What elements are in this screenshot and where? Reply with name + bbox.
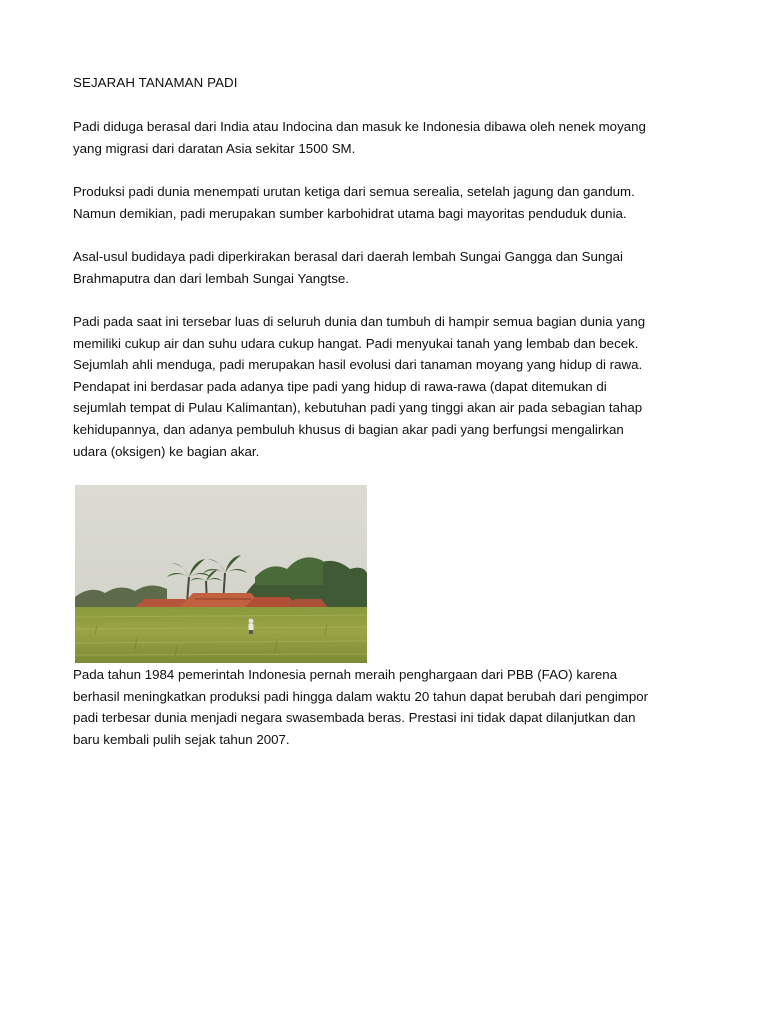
paragraph-line: Asal-usul budidaya padi diperkirakan berasal dari daerah lembah Sungai Gangga dan Sungai xyxy=(73,249,623,264)
paragraph-line: Produksi padi dunia menempati urutan ketiga dari semua serealia, setelah jagung dan gandum. xyxy=(73,184,635,199)
rice-field-photo xyxy=(75,485,367,663)
paragraph-line: memiliki cukup air dan suhu udara cukup hangat. Padi menyukai tanah yang lembab dan becek. xyxy=(73,335,639,351)
paragraph-production xyxy=(73,181,713,224)
paragraph-line: Brahmaputra dan dari lembah Sungai Yangtse. xyxy=(73,270,349,286)
paragraph-line: baru kembali pulih sejak tahun 2007. xyxy=(73,731,290,747)
paragraph-line: Sejumlah ahli menduga, padi merupakan hasil evolusi dari tanaman moyang yang hidup di rawa. xyxy=(73,357,643,373)
paragraph-line: Padi pada saat ini tersebar luas di seluruh dunia dan tumbuh di hampir semua bagian dunia yang xyxy=(73,314,646,329)
paragraph-self-sufficiency xyxy=(73,664,713,750)
paragraph-line: kehidupannya, dan adanya pembuluh khusus di bagian akar padi yang berfungsi mengalirkan xyxy=(73,421,624,437)
document-title: SEJARAH TANAMAN PADI xyxy=(73,75,238,90)
paragraph-line: Pada tahun 1984 pemerintah Indonesia pernah meraih penghargaan dari PBB (FAO) karena xyxy=(73,667,618,682)
paragraph-line: yang migrasi dari daratan Asia sekitar 1500 SM. xyxy=(73,140,356,156)
paragraph-line: padi terbesar dunia menjadi negara swasembada beras. Prestasi ini tidak dapat dilanjutkan dan xyxy=(73,710,636,726)
paragraph-line: sejumlah tempat di Pulau Kalimantan), kebutuhan padi yang tinggi akan air pada sebagian tahap xyxy=(73,400,643,416)
paragraph-line: Pendapat ini berdasar pada adanya tipe padi yang hidup di rawa-rawa (dapat ditemukan di xyxy=(73,378,607,394)
paragraph-cultivation-origin xyxy=(73,246,713,289)
paragraph-distribution xyxy=(73,311,713,462)
paragraph-line: berhasil meningkatkan produksi padi hingga dalam waktu 20 tahun dapat berubah dari pengimpor xyxy=(73,688,649,704)
paragraph-line: udara (oksigen) ke bagian akar. xyxy=(73,443,260,459)
paragraph-origin xyxy=(73,116,713,159)
paragraph-line: Namun demikian, padi merupakan sumber karbohidrat utama bagi mayoritas penduduk dunia. xyxy=(73,205,627,221)
paragraph-line: Padi diduga berasal dari India atau Indocina dan masuk ke Indonesia dibawa oleh nenek moyang xyxy=(73,119,646,134)
